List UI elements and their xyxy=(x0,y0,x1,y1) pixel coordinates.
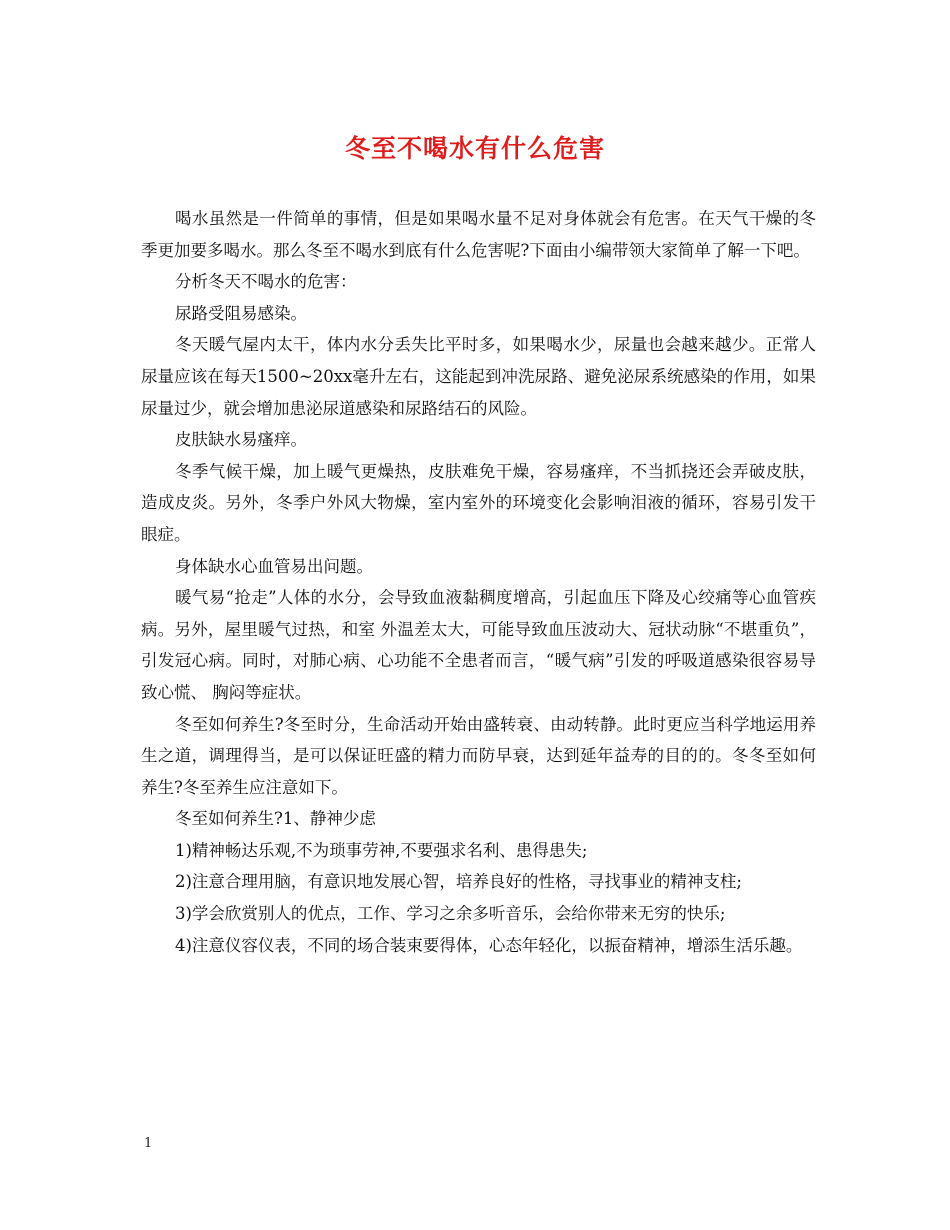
paragraph-analysis-heading: 分析冬天不喝水的危害： xyxy=(175,272,357,292)
document-title: 冬至不喝水有什么危害 xyxy=(344,134,605,163)
paragraph-wellness-heading: 冬至如何养生?1、静神少虑 xyxy=(175,809,376,829)
paragraph-tip-1: 1)精神畅达乐观,不为琐事劳神,不要强求名利、患得患失; xyxy=(175,840,588,860)
paragraph-cardio: 暖气易“抢走”人体的水分，会导致血液黏稠度增高，引起血压下降及心绞痛等心血管疾病。另外，屋里暖气过热，和室 外温差太大，可能导致血压波动大、冠状动脉“不堪重负”，引发冠心病。同时，对肺心病、心功能不全患者而言，“暖气病”引发的呼吸道感染很容易导致心慌、 胸闷等症状。 xyxy=(141,588,816,702)
paragraph-urinary: 冬天暖气屋内太干，体内水分丢失比平时多，如果喝水少，尿量也会越来越少。正常人尿量应该在每天1500~20xx毫升左右，这能起到冲洗尿路、避免泌尿系统感染的作用，如果尿量过少，就会增加患泌尿道感染和尿路结石的风险。 xyxy=(141,335,816,418)
paragraph-cardio-heading: 身体缺水心血管易出问题。 xyxy=(175,556,373,576)
paragraph-urinary-heading: 尿路受阻易感染。 xyxy=(175,303,307,323)
paragraph-tip-2: 2)注意合理用脑，有意识地发展心智，培养良好的性格，寻找事业的精神支柱; xyxy=(175,872,742,892)
document-body xyxy=(141,203,816,961)
paragraph-intro: 喝水虽然是一件简单的事情，但是如果喝水量不足对身体就会有危害。在天气干燥的冬季更加要多喝水。那么冬至不喝水到底有什么危害呢?下面由小编带领大家简单了解一下吧。 xyxy=(141,209,816,260)
paragraph-skin: 冬季气候干燥，加上暖气更燥热，皮肤难免干燥，容易瘙痒，不当抓挠还会弄破皮肤，造成皮炎。另外，冬季户外风大物燥，室内室外的环境变化会影响泪液的循环，容易引发干眼症。 xyxy=(141,461,816,544)
paragraph-tip-4: 4)注意仪容仪表，不同的场合装束要得体，心态年轻化，以振奋精神，增添生活乐趣。 xyxy=(175,935,803,955)
paragraph-skin-heading: 皮肤缺水易瘙痒。 xyxy=(175,430,307,450)
paragraph-tip-3: 3)学会欣赏别人的优点，工作、学习之余多听音乐，会给你带来无穷的快乐; xyxy=(175,904,726,924)
page-number: 1 xyxy=(144,1136,153,1151)
paragraph-wellness: 冬至如何养生?冬至时分，生命活动开始由盛转衰、由动转静。此时更应当科学地运用养生之道，调理得当，是可以保证旺盛的精力而防早衰，达到延年益寿的目的的。冬冬至如何养生?冬至养生应注意如下。 xyxy=(141,714,816,797)
